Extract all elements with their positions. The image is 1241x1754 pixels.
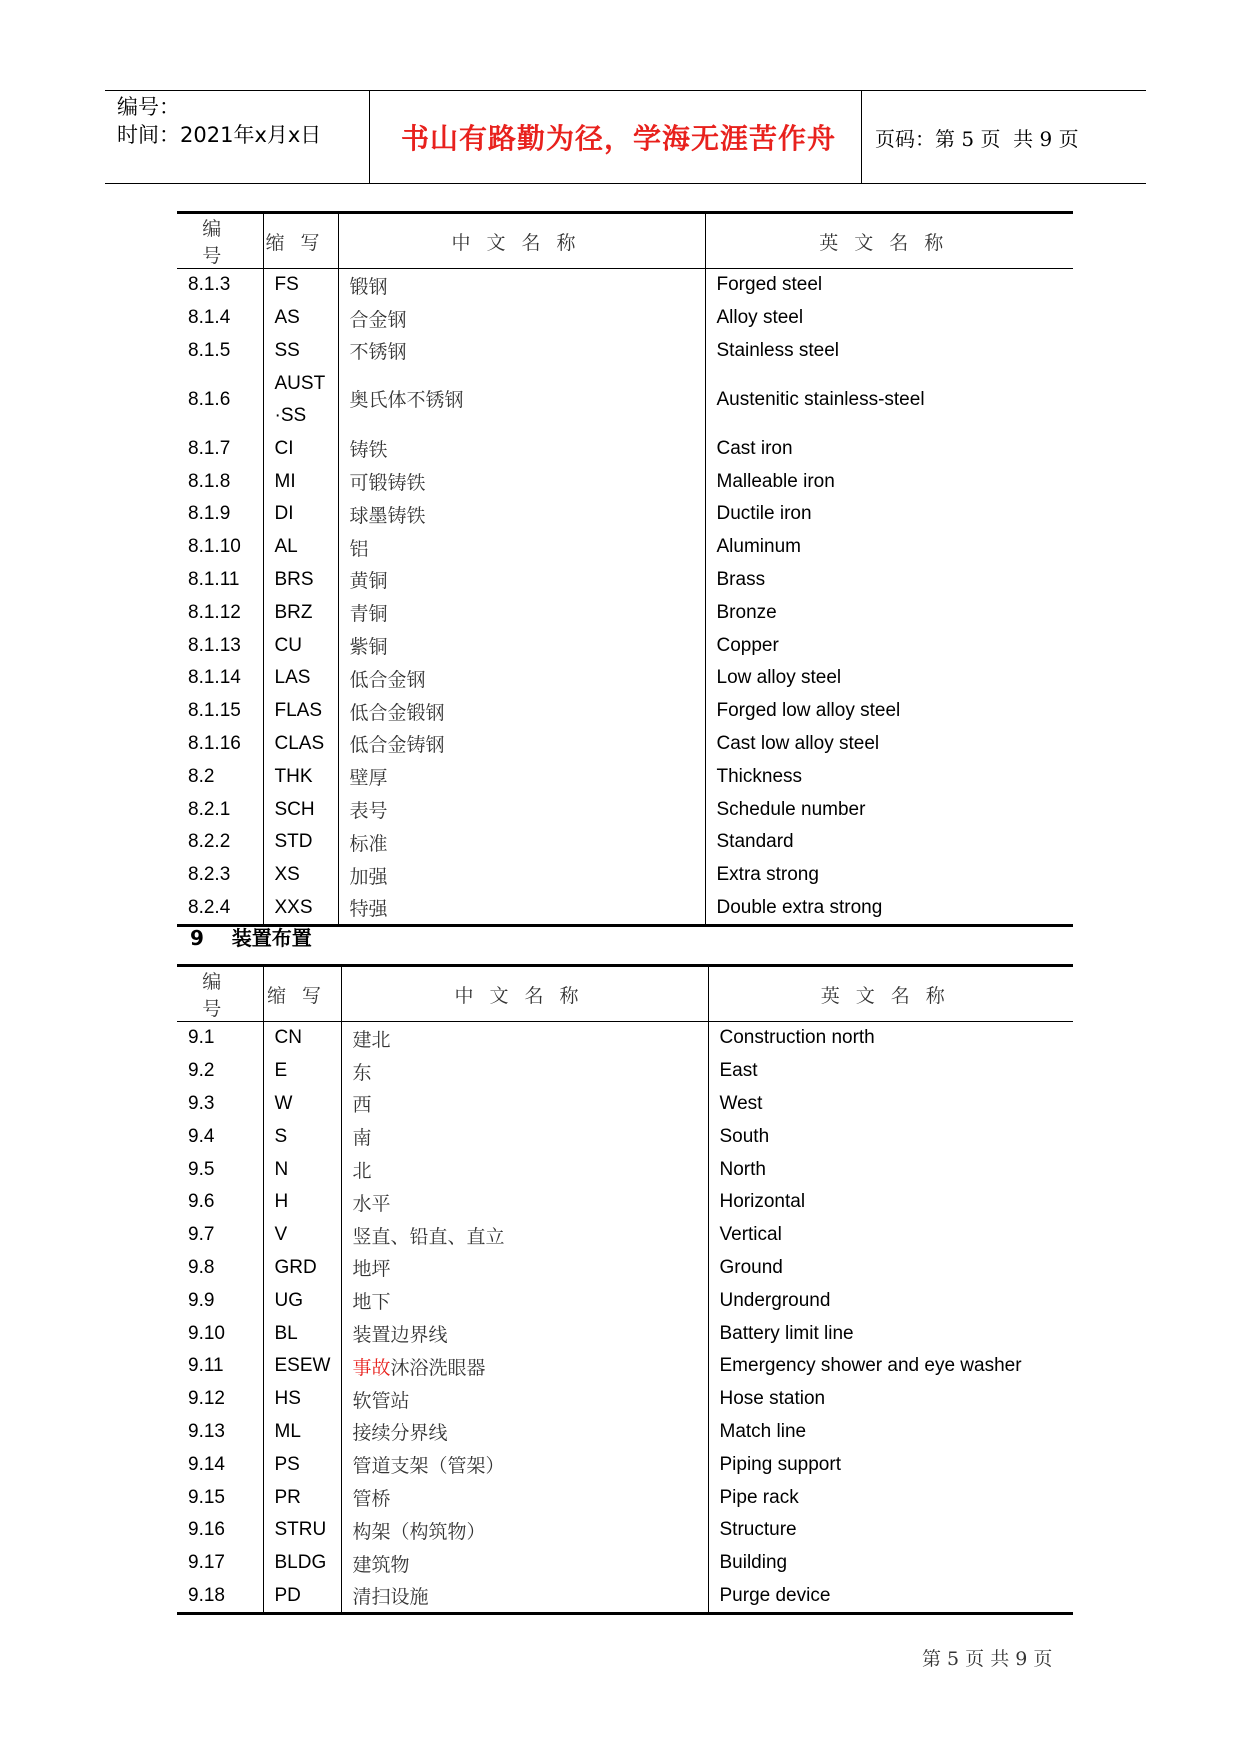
row-number: 8.2 [177, 760, 263, 793]
row-english-name: Low alloy steel [716, 667, 842, 689]
row-abbreviation: UG [263, 1284, 341, 1317]
row-english-name: Malleable iron [716, 470, 835, 492]
table-row [177, 531, 1073, 564]
row-number: 8.2.1 [177, 793, 263, 826]
abbreviation-line: ·SS [274, 404, 307, 426]
row-english-name: Cast iron [716, 437, 793, 459]
table-row [177, 859, 1073, 892]
row-english-name: Hose station [719, 1388, 826, 1410]
row-english-name: Purge device [708, 1580, 1073, 1614]
abbreviation-table-layout [177, 964, 1073, 1615]
row-english-name: Stainless steel [716, 339, 840, 361]
table-row [177, 1219, 1073, 1252]
row-chinese-name: 地下 [341, 1284, 708, 1317]
row-number: 8.1.16 [177, 728, 263, 761]
row-abbreviation: DI [263, 498, 338, 531]
row-abbreviation: BLDG [263, 1547, 341, 1580]
row-abbreviation: AL [263, 531, 338, 564]
highlighted-text: 事故 [352, 1356, 391, 1379]
row-abbreviation: H [263, 1186, 341, 1219]
table-row [177, 728, 1073, 761]
column-header-english: 英文名称 [708, 966, 1073, 1022]
table-row [177, 826, 1073, 859]
column-header-english: 英文名称 [705, 213, 1073, 269]
row-abbreviation: ML [263, 1416, 341, 1449]
row-english-name: South [719, 1125, 770, 1147]
row-chinese-name: 可锻铸铁 [338, 465, 705, 498]
row-english-name: Schedule number [716, 798, 866, 820]
table-row [177, 1153, 1073, 1186]
row-english-name: Underground [719, 1289, 831, 1311]
row-number: 8.1.7 [177, 432, 263, 465]
row-number: 8.1.5 [177, 335, 263, 368]
row-abbreviation [263, 367, 338, 432]
row-abbreviation: CN [263, 1022, 341, 1055]
row-abbreviation: THK [263, 760, 338, 793]
section-number: 9 [190, 926, 204, 950]
row-chinese-name: 南 [341, 1120, 708, 1153]
row-abbreviation: SS [263, 335, 338, 368]
table-row [177, 498, 1073, 531]
row-number: 9.5 [177, 1153, 263, 1186]
row-abbreviation: ESEW [263, 1350, 341, 1383]
row-number: 9.15 [177, 1481, 263, 1514]
row-abbreviation: BL [263, 1317, 341, 1350]
table-row [177, 465, 1073, 498]
row-number: 9.6 [177, 1186, 263, 1219]
row-english-name: Alloy steel [716, 307, 804, 329]
row-abbreviation: PD [263, 1580, 341, 1614]
row-english-name: Standard [716, 831, 794, 853]
row-chinese-name: 锻钢 [338, 269, 705, 302]
table-row [177, 892, 1073, 926]
table-row [177, 367, 1073, 432]
row-chinese-name: 奥氏体不锈钢 [338, 367, 705, 432]
header-page-info: 页码：第 5 页 共 9 页 [875, 126, 1079, 151]
table-row [177, 1383, 1073, 1416]
document-number-label: 编号： [117, 95, 180, 119]
row-number: 9.7 [177, 1219, 263, 1252]
row-chinese-name: 加强 [338, 859, 705, 892]
row-chinese-name: 北 [341, 1153, 708, 1186]
row-english-name: Bronze [716, 601, 777, 623]
row-english-name: Building [719, 1552, 788, 1574]
row-english-name: Structure [719, 1519, 797, 1541]
section-heading [190, 922, 312, 951]
row-abbreviation: STD [263, 826, 338, 859]
row-number: 9.2 [177, 1055, 263, 1088]
row-abbreviation: CU [263, 629, 338, 662]
row-number: 9.18 [177, 1580, 263, 1614]
row-chinese-name: 水平 [341, 1186, 708, 1219]
table-row [177, 1186, 1073, 1219]
row-number: 9.1 [177, 1022, 263, 1055]
row-chinese-name: 软管站 [341, 1383, 708, 1416]
row-english-name: Ductile iron [716, 503, 812, 525]
row-english-name: Extra strong [716, 864, 819, 886]
row-abbreviation: CLAS [263, 728, 338, 761]
table-row [177, 1317, 1073, 1350]
row-english-name: Ground [719, 1256, 783, 1278]
row-chinese-name: 建北 [341, 1022, 708, 1055]
row-chinese-name: 表号 [338, 793, 705, 826]
row-abbreviation: MI [263, 465, 338, 498]
row-abbreviation: E [263, 1055, 341, 1088]
section-title: 装置布置 [231, 926, 312, 950]
row-chinese-name [341, 1350, 708, 1383]
row-chinese-name: 东 [341, 1055, 708, 1088]
row-number: 9.4 [177, 1120, 263, 1153]
row-chinese-name: 标准 [338, 826, 705, 859]
row-number: 8.1.8 [177, 465, 263, 498]
row-number: 9.11 [177, 1350, 263, 1383]
row-number: 9.10 [177, 1317, 263, 1350]
row-english-name: Cast low alloy steel [716, 732, 880, 754]
row-english-name: Forged low alloy steel [716, 700, 901, 722]
row-abbreviation: BRZ [263, 596, 338, 629]
row-number: 8.2.3 [177, 859, 263, 892]
row-abbreviation: LAS [263, 662, 338, 695]
column-header-number: 编 号 [177, 213, 263, 269]
row-chinese-name: 构架（构筑物） [341, 1514, 708, 1547]
table-row [177, 1547, 1073, 1580]
row-abbreviation: V [263, 1219, 341, 1252]
row-number: 8.1.15 [177, 695, 263, 728]
row-number: 9.14 [177, 1448, 263, 1481]
row-number: 8.1.10 [177, 531, 263, 564]
row-number: 9.12 [177, 1383, 263, 1416]
row-number: 9.8 [177, 1252, 263, 1285]
row-chinese-name: 管道支架（管架） [341, 1448, 708, 1481]
row-chinese-name: 特强 [338, 892, 705, 926]
row-number: 9.13 [177, 1416, 263, 1449]
row-chinese-name: 低合金铸钢 [338, 728, 705, 761]
table-row [177, 302, 1073, 335]
row-chinese-name: 壁厚 [338, 760, 705, 793]
row-number: 8.1.3 [177, 269, 263, 302]
table-row [177, 1448, 1073, 1481]
page-header [105, 90, 1146, 184]
row-english-name: Aluminum [716, 536, 801, 558]
row-number: 9.3 [177, 1088, 263, 1121]
table-row [177, 1088, 1073, 1121]
row-english-name: Emergency shower and eye washer [719, 1355, 1022, 1377]
row-abbreviation: PS [263, 1448, 341, 1481]
row-abbreviation: FLAS [263, 695, 338, 728]
row-english-name: Copper [716, 634, 779, 656]
table-row [177, 269, 1073, 302]
row-chinese-name: 低合金锻钢 [338, 695, 705, 728]
row-chinese-name: 铝 [338, 531, 705, 564]
table-row [177, 662, 1073, 695]
table-row [177, 432, 1073, 465]
row-english-name: Battery limit line [719, 1322, 854, 1344]
column-header-chinese: 中文名称 [341, 966, 708, 1022]
abbreviation-table-materials [177, 211, 1073, 927]
row-number: 8.1.6 [177, 367, 263, 432]
row-abbreviation: N [263, 1153, 341, 1186]
row-chinese-name: 不锈钢 [338, 335, 705, 368]
table-row [177, 1120, 1073, 1153]
row-english-name: Austenitic stainless-steel [716, 388, 925, 410]
row-abbreviation: HS [263, 1383, 341, 1416]
header-motto: 书山有路勤为径，学海无涯苦作舟 [400, 122, 836, 155]
row-chinese-name: 接续分界线 [341, 1416, 708, 1449]
row-english-name: Thickness [716, 765, 803, 787]
table-row [177, 1416, 1073, 1449]
row-chinese-name: 西 [341, 1088, 708, 1121]
table-row [177, 1022, 1073, 1055]
table-row [177, 1055, 1073, 1088]
row-abbreviation: SCH [263, 793, 338, 826]
row-english-name: Piping support [719, 1453, 841, 1475]
row-chinese-name: 紫铜 [338, 629, 705, 662]
row-chinese-name: 低合金钢 [338, 662, 705, 695]
row-number: 8.2.4 [177, 892, 263, 926]
row-number: 8.1.9 [177, 498, 263, 531]
table-row [177, 1252, 1073, 1285]
row-abbreviation: PR [263, 1481, 341, 1514]
row-abbreviation: BRS [263, 564, 338, 597]
row-number: 9.16 [177, 1514, 263, 1547]
row-abbreviation: STRU [263, 1514, 341, 1547]
row-number: 9.9 [177, 1284, 263, 1317]
row-english-name: Double extra strong [705, 892, 1073, 926]
row-number: 8.1.11 [177, 564, 263, 597]
table-row [177, 1284, 1073, 1317]
row-abbreviation: W [263, 1088, 341, 1121]
row-english-name: North [719, 1158, 766, 1180]
row-english-name: Pipe rack [719, 1486, 799, 1508]
row-abbreviation: XXS [263, 892, 338, 926]
row-chinese-name: 建筑物 [341, 1547, 708, 1580]
row-english-name: Match line [719, 1420, 807, 1442]
row-abbreviation: AS [263, 302, 338, 335]
row-chinese-name: 合金钢 [338, 302, 705, 335]
row-number: 8.1.4 [177, 302, 263, 335]
row-chinese-name: 黄铜 [338, 564, 705, 597]
table-row [177, 596, 1073, 629]
row-number: 8.1.13 [177, 629, 263, 662]
row-english-name: Vertical [719, 1224, 782, 1246]
column-header-chinese: 中文名称 [338, 213, 705, 269]
row-english-name: Brass [716, 568, 766, 590]
table-row [177, 1481, 1073, 1514]
row-english-name: Construction north [719, 1027, 875, 1049]
row-number: 8.2.2 [177, 826, 263, 859]
table-row [177, 1580, 1073, 1614]
table-row [177, 1514, 1073, 1547]
table-row [177, 695, 1073, 728]
table-row [177, 629, 1073, 662]
row-abbreviation: FS [263, 269, 338, 302]
row-chinese-name: 地坪 [341, 1252, 708, 1285]
row-english-name: Horizontal [719, 1191, 806, 1213]
row-number: 8.1.14 [177, 662, 263, 695]
header-meta [117, 93, 321, 149]
table-row [177, 793, 1073, 826]
row-chinese-name: 铸铁 [338, 432, 705, 465]
header-divider [369, 90, 370, 184]
row-abbreviation: S [263, 1120, 341, 1153]
row-chinese-name: 装置边界线 [341, 1317, 708, 1350]
row-abbreviation: XS [263, 859, 338, 892]
row-chinese-name: 管桥 [341, 1481, 708, 1514]
table-row [177, 335, 1073, 368]
row-chinese-name: 球墨铸铁 [338, 498, 705, 531]
table-row [177, 760, 1073, 793]
column-header-abbr: 缩写 [263, 213, 338, 269]
table-row [177, 1350, 1073, 1383]
row-chinese-name: 青铜 [338, 596, 705, 629]
column-header-number: 编 号 [177, 966, 263, 1022]
page-footer: 第 5 页 共 9 页 [922, 1648, 1053, 1670]
row-chinese-name: 清扫设施 [341, 1580, 708, 1614]
chinese-text: 沐浴洗眼器 [390, 1356, 486, 1379]
row-abbreviation: GRD [263, 1252, 341, 1285]
row-abbreviation: CI [263, 432, 338, 465]
table-row [177, 564, 1073, 597]
row-english-name: West [719, 1092, 763, 1114]
row-english-name: Forged steel [716, 274, 823, 296]
row-english-name: East [719, 1060, 758, 1082]
row-chinese-name: 竖直、铅直、直立 [341, 1219, 708, 1252]
row-number: 9.17 [177, 1547, 263, 1580]
document-time-label: 时间：2021年x月x日 [117, 123, 322, 147]
abbreviation-line: AUST [274, 372, 326, 394]
row-number: 8.1.12 [177, 596, 263, 629]
column-header-abbr: 缩写 [263, 966, 341, 1022]
